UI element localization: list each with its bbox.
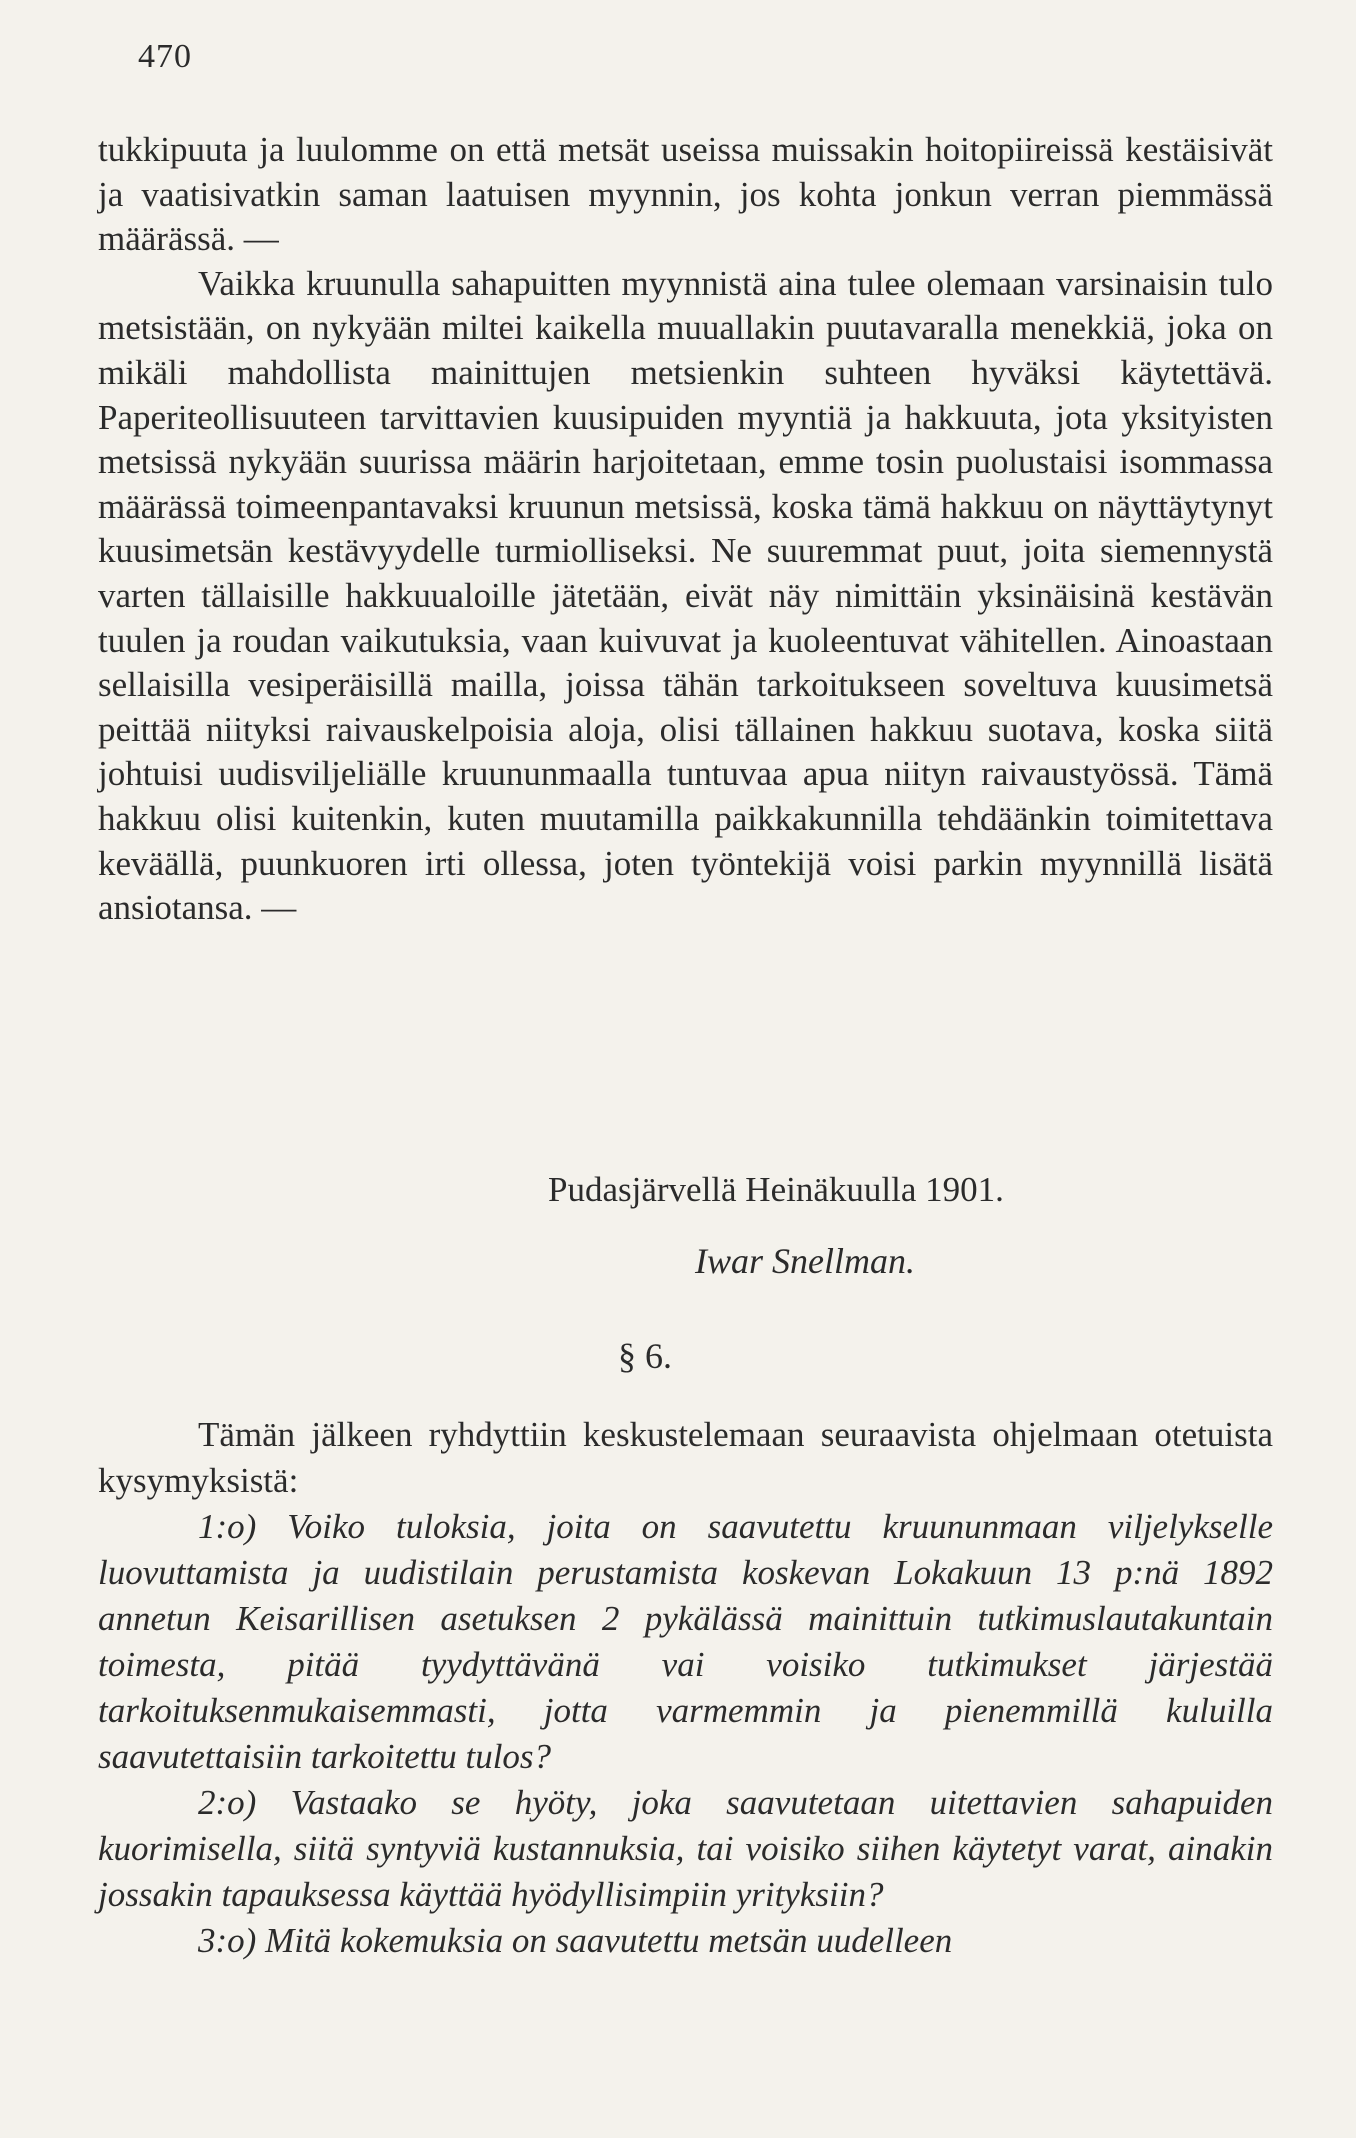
question-item <box>98 1504 1273 1780</box>
question-number: 3:o) <box>198 1921 257 1960</box>
question-text: Voiko tuloksia, joita on saavutettu kruununmaan viljelykselle luovuttamista ja uudistilain perustamista koskevan Lokakuun 13 p:nä 1892 annetun Keisarillisen asetuksen 2 pykälässä mainittuin tutkimuslautakuntain toimesta, pitää tyydyttävänä vai voisiko tutkimukset järjestää tarkoituksenmukaisemmasti, jotta varmemmin ja pienemmillä kuluilla saavutettaisiin tarkoitettu tulos? <box>98 1507 1274 1776</box>
meeting-minutes <box>98 1412 1273 1964</box>
report-text <box>98 128 1273 931</box>
question-item <box>98 1780 1273 1918</box>
place-date: Pudasjärvellä Heinäkuulla 1901. <box>548 1170 1004 1209</box>
page-number: 470 <box>138 38 192 75</box>
paragraph-continuation: tukkipuuta ja luulomme on että metsät useissa muissakin hoitopiireissä kestäisivät ja vaatisivatkin saman laatuisen myynnin, jos kohta jonkun verran piemmässä määrässä. — <box>98 130 1273 259</box>
question-number: 2:o) <box>198 1783 257 1822</box>
question-item <box>98 1918 1273 1964</box>
question-text: Mitä kokemuksia on saavutettu metsän uudelleen <box>265 1921 953 1960</box>
question-number: 1:o) <box>198 1507 257 1546</box>
section-heading: § 6. <box>618 1336 672 1376</box>
question-text: Vastaako se hyöty, joka saavutetaan uitettavien sahapuiden kuorimisella, siitä syntyviä kustannuksia, tai voisiko siihen käytetyt varat, ainakin jossakin tapauksessa käyttää hyödyllisimpiin yrityksiin? <box>98 1783 1273 1914</box>
paragraph: Vaikka kruunulla sahapuitten myynnistä aina tulee olemaan varsinaisin tulo metsistään, on nykyään miltei kaikella muuallakin puutavaralla menekkiä, joka on mikäli mahdollista mainittujen metsienkin suhteen hyväksi käytettävä. Paperiteollisuuteen tarvittavien kuusipuiden myyntiä ja hakkuuta, jota yksityisten metsissä nykyään suurissa määrin harjoitetaan, emme tosin puolustaisi isommassa määrässä toimeenpantavaksi kruunun metsissä, koska tämä hakkuu on näyttäytynyt kuusimetsän kestävyydelle turmiolliseksi. Ne suuremmat puut, joita siemennystä varten tällaisille hakkuualoille jätetään, eivät näy nimittäin yksinäisinä kestävän tuulen ja roudan vaikutuksia, vaan kuivuvat ja kuoleentuvat vähitellen. Ainoastaan sellaisilla vesiperäisillä mailla, joissa tähän tarkoitukseen soveltuva kuusimetsä peittää niityksi raivauskelpoisia aloja, olisi tällainen hakkuu suotava, koska siitä johtuisi uudisviljeliälle kruununmaalla tuntuvaa apua niityn raivaustyössä. Tämä hakkuu olisi kuitenkin, kuten muutamilla paikkakunnilla tehdäänkin toimitettava keväällä, puunkuoren irti ollessa, joten työntekijä voisi parkin myynnillä lisätä ansiotansa. — <box>98 263 1273 928</box>
signature: Iwar Snellman. <box>695 1241 915 1281</box>
section-intro: Tämän jälkeen ryhdyttiin keskustelemaan seuraavista ohjelmaan otetuista kysymyksistä: <box>98 1415 1273 1500</box>
